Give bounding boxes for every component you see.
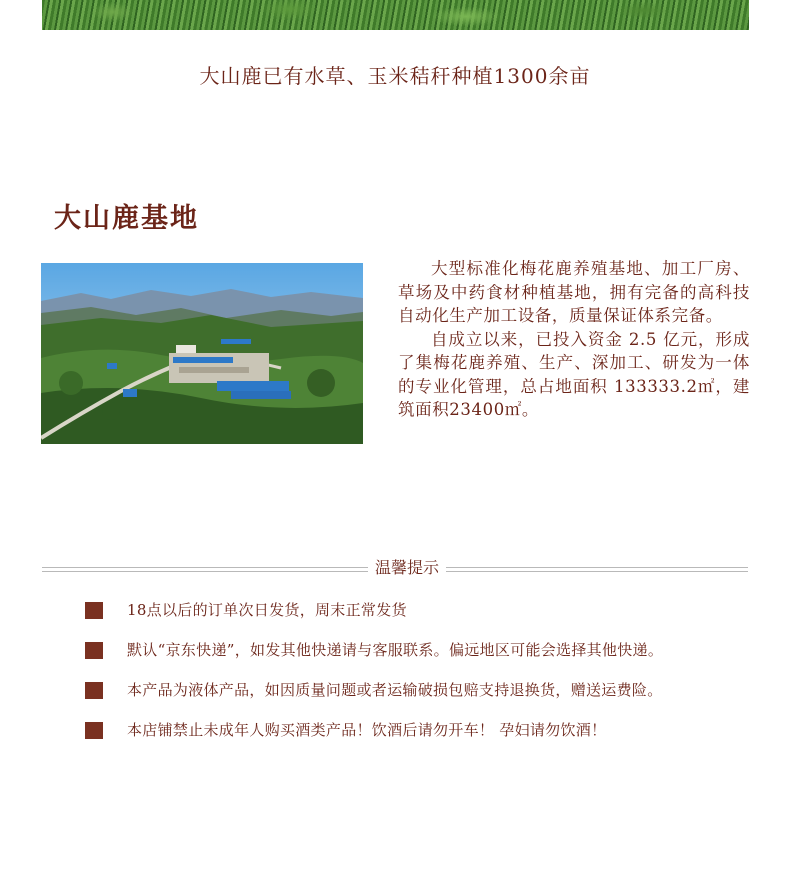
tip-item (85, 598, 765, 638)
divider-line (42, 567, 368, 572)
description-paragraph: 自成立以来，已投入资金 2.5 亿元，形成了集梅花鹿养殖、生产、深加工、研发为一体的专业化管理，总占地面积 133333.2㎡，建筑面积23400㎡。 (398, 329, 750, 419)
tips-heading: 温馨提示 (374, 558, 439, 577)
tip-text: 本产品为液体产品，如因质量问题或者运输破损包赔支持退换货，赠送运费险。 (127, 681, 663, 699)
tips-list (85, 598, 765, 758)
tip-text: 本店铺禁止未成年人购买酒类产品！饮酒后请勿开车！ 孕妇请勿饮酒！ (127, 721, 607, 739)
square-bullet-icon (85, 722, 103, 739)
square-bullet-icon (85, 682, 103, 699)
divider-line (446, 567, 748, 572)
tips-heading-divider (42, 556, 748, 580)
banner-caption: 大山鹿已有水草、玉米秸秆种植1300余亩 (199, 64, 591, 88)
description-paragraph: 大型标准化梅花鹿养殖基地、加工厂房、草场及中药食材种植基地，拥有完备的高科技自动化生产加工设备，质量保证体系完备。 (398, 259, 750, 325)
tip-item (85, 678, 765, 718)
square-bullet-icon (85, 602, 103, 619)
tip-text: 默认“京东快递”，如发其他快递请与客服联系。偏远地区可能会选择其他快递。 (127, 641, 664, 659)
tip-text: 18点以后的订单次日发货，周末正常发货 (127, 601, 407, 619)
deer-farm-aerial-photo (41, 263, 363, 444)
square-bullet-icon (85, 642, 103, 659)
grass-field-banner-image (42, 0, 749, 30)
section-title: 大山鹿基地 (54, 203, 199, 234)
tip-item (85, 638, 765, 678)
base-description (398, 257, 750, 422)
tip-item (85, 718, 765, 758)
